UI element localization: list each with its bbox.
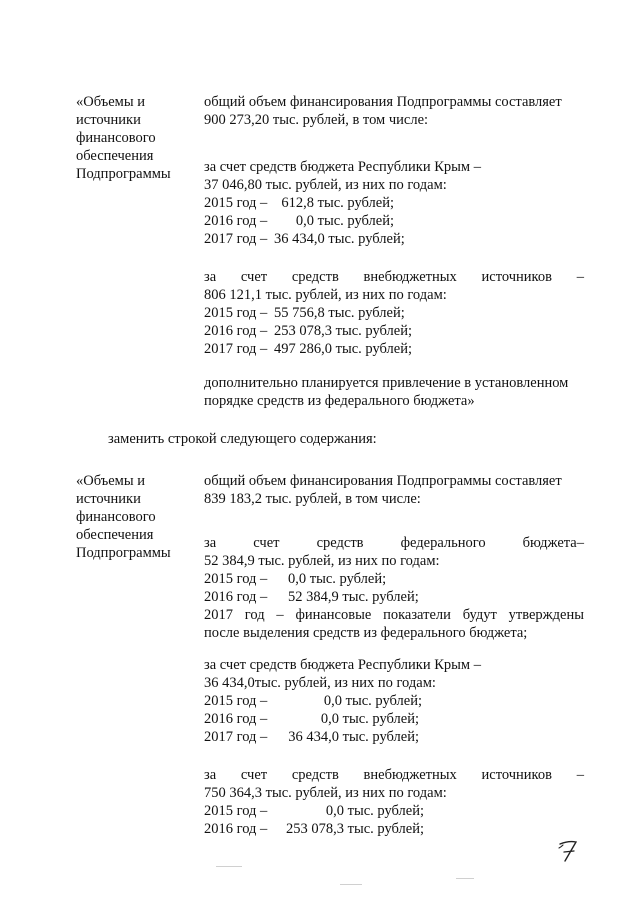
word: за xyxy=(204,535,217,551)
word: показатели xyxy=(383,607,451,623)
word: счет xyxy=(240,767,268,783)
old-label-line: «Объемы и xyxy=(76,94,145,110)
new-federal-head-2: 52 384,9 тыс. рублей, из них по годам: xyxy=(204,553,440,569)
new-crimea-head-1: за счет средств бюджета Республики Крым – xyxy=(204,657,481,673)
old-total-line-2: 900 273,20 тыс. рублей, в том числе: xyxy=(204,112,429,128)
year-label: 2016 год – xyxy=(204,323,268,339)
old-label xyxy=(76,93,196,183)
new-label-line: Подпрограммы xyxy=(76,545,171,561)
old-crimea-section xyxy=(204,158,584,248)
new-crimea-section xyxy=(204,656,584,746)
year-row xyxy=(204,802,584,820)
word: источников xyxy=(481,269,552,285)
year-row xyxy=(204,728,584,746)
word: будут xyxy=(462,607,497,623)
word: средств xyxy=(316,535,364,551)
old-additional xyxy=(204,374,584,410)
word: счет xyxy=(253,535,280,551)
old-extra-head-2: 806 121,1 тыс. рублей, из них по годам: xyxy=(204,287,447,303)
word: утверждены xyxy=(508,607,584,623)
year-row xyxy=(204,304,584,322)
year-label: 2015 год – xyxy=(204,195,268,211)
year-label: 2017 год – xyxy=(204,341,268,357)
new-label-line: «Объемы и xyxy=(76,473,145,489)
word: за xyxy=(204,269,217,285)
year-label: 2017 год – xyxy=(204,729,268,745)
year-row xyxy=(204,212,584,230)
year-amount: 52 384,9 тыс. рублей; xyxy=(288,589,419,605)
word: бюджета– xyxy=(522,535,584,551)
word: – xyxy=(576,269,584,285)
new-label xyxy=(76,472,196,562)
year-row xyxy=(204,322,584,340)
year-amount: 36 434,0 тыс. рублей; xyxy=(288,729,419,745)
year-label: 2017 год – xyxy=(204,231,268,247)
year-row xyxy=(204,340,584,358)
justified-line xyxy=(204,268,584,286)
word: внебюджетных xyxy=(363,269,457,285)
word: 2017 xyxy=(204,607,233,623)
new-federal-section xyxy=(204,534,584,642)
word: средств xyxy=(291,767,339,783)
justified-line xyxy=(204,606,584,624)
word: источников xyxy=(481,767,552,783)
year-row xyxy=(204,692,584,710)
year-label: 2015 год – xyxy=(204,803,268,819)
year-label: 2016 год – xyxy=(204,213,268,229)
old-additional-line-1: дополнительно планируется привлечение в установленном xyxy=(204,375,569,391)
old-label-line: обеспечения xyxy=(76,148,154,164)
year-amount: 497 286,0 тыс. рублей; xyxy=(274,341,412,357)
year-row xyxy=(204,588,584,606)
new-total-line-1: общий объем финансирования Подпрограммы составляет xyxy=(204,473,562,489)
year-amount: 0,0 тыс. рублей; xyxy=(323,693,422,709)
year-label: 2015 год – xyxy=(204,693,268,709)
year-amount: 55 756,8 тыс. рублей; xyxy=(274,305,405,321)
year-amount: 612,8 тыс. рублей; xyxy=(281,195,394,211)
scan-artifact xyxy=(216,866,242,867)
year-amount: 0,0 тыс. рублей; xyxy=(325,803,424,819)
year-row xyxy=(204,194,584,212)
year-label: 2016 год – xyxy=(204,821,268,837)
old-label-line: Подпрограммы xyxy=(76,166,171,182)
year-row xyxy=(204,230,584,248)
word: – xyxy=(276,607,284,623)
word: за xyxy=(204,767,217,783)
new-extra-section xyxy=(204,766,584,838)
word: внебюджетных xyxy=(363,767,457,783)
word: финансовые xyxy=(295,607,372,623)
word: федерального xyxy=(400,535,486,551)
handwritten-page-number xyxy=(556,838,582,864)
old-label-line: финансового xyxy=(76,130,156,146)
new-crimea-head-2: 36 434,0тыс. рублей, из них по годам: xyxy=(204,675,436,691)
old-total-line-1: общий объем финансирования Подпрограммы составляет xyxy=(204,94,562,110)
year-amount: 0,0 тыс. рублей; xyxy=(320,711,419,727)
word: средств xyxy=(291,269,339,285)
year-label: 2016 год – xyxy=(204,711,268,727)
year-amount: 253 078,3 тыс. рублей; xyxy=(274,323,412,339)
new-extra-head-2: 750 364,3 тыс. рублей, из них по годам: xyxy=(204,785,447,801)
year-row xyxy=(204,820,584,838)
old-label-line: источники xyxy=(76,112,141,128)
new-label-line: источники xyxy=(76,491,141,507)
new-federal-2017-line-2: после выделения средств из федерального бюджета; xyxy=(204,625,528,641)
new-label-line: финансового xyxy=(76,509,156,525)
old-additional-line-2: порядке средств из федерального бюджета» xyxy=(204,393,475,409)
year-label: 2016 год – xyxy=(204,589,268,605)
word: год xyxy=(244,607,265,623)
year-row xyxy=(204,570,584,588)
year-amount: 0,0 тыс. рублей; xyxy=(295,213,394,229)
scan-artifact xyxy=(340,884,362,885)
word: – xyxy=(576,767,584,783)
replace-note: заменить строкой следующего содержания: xyxy=(108,431,377,447)
justified-line xyxy=(204,766,584,784)
word: счет xyxy=(240,269,268,285)
year-amount: 36 434,0 тыс. рублей; xyxy=(274,231,405,247)
year-row xyxy=(204,710,584,728)
old-crimea-head-2: 37 046,80 тыс. рублей, из них по годам: xyxy=(204,177,447,193)
year-amount: 253 078,3 тыс. рублей; xyxy=(286,821,424,837)
scan-artifact xyxy=(456,878,474,879)
new-total-line-2: 839 183,2 тыс. рублей, в том числе: xyxy=(204,491,421,507)
old-total xyxy=(204,93,584,129)
year-amount: 0,0 тыс. рублей; xyxy=(288,571,387,587)
old-crimea-head-1: за счет средств бюджета Республики Крым – xyxy=(204,159,481,175)
new-total xyxy=(204,472,584,508)
year-label: 2015 год – xyxy=(204,571,268,587)
old-extra-section xyxy=(204,268,584,358)
year-label: 2015 год – xyxy=(204,305,268,321)
new-label-line: обеспечения xyxy=(76,527,154,543)
justified-line xyxy=(204,534,584,552)
